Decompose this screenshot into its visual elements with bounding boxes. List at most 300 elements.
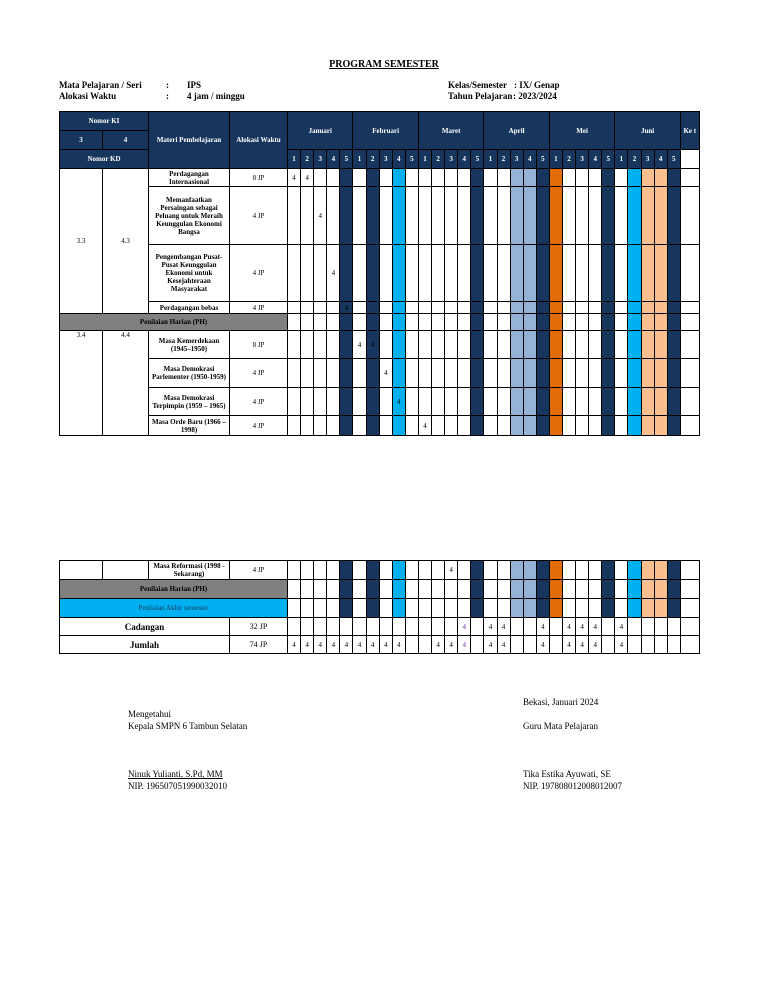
jp-cell: 4 JP [230, 388, 288, 416]
week-cell [432, 618, 445, 636]
week-cell [392, 245, 405, 302]
week-cell [340, 561, 353, 580]
week-cell [314, 618, 327, 636]
week-cell: 4 [366, 331, 379, 359]
week-cell [366, 618, 379, 636]
week-cell [667, 245, 680, 302]
week-cell [497, 187, 510, 245]
week-cell [288, 302, 301, 314]
penilaian-akhir-row [60, 599, 700, 618]
week-cell [340, 331, 353, 359]
week-cell [536, 245, 549, 302]
week-cell [458, 245, 471, 302]
week-cell [536, 359, 549, 388]
week-cell: 4 [484, 618, 497, 636]
week-cell: 4 [353, 636, 366, 654]
week-cell [301, 187, 314, 245]
week-cell [628, 314, 641, 331]
week-cell: 4 [379, 636, 392, 654]
week-cell [562, 599, 575, 618]
week-cell [523, 245, 536, 302]
week-cell [549, 618, 562, 636]
schedule-table-main [59, 111, 700, 436]
week-cell: 4 [432, 636, 445, 654]
week-cell [458, 187, 471, 245]
week-cell [589, 580, 602, 599]
week-cell [602, 302, 615, 314]
week-cell [523, 359, 536, 388]
week-cell [353, 561, 366, 580]
week-cell [667, 331, 680, 359]
week-cell [576, 302, 589, 314]
week-cell [628, 618, 641, 636]
week-cell: 4 [353, 331, 366, 359]
week-cell [615, 359, 628, 388]
week-cell: 4 [615, 618, 628, 636]
week-cell [536, 416, 549, 436]
week-cell [418, 618, 431, 636]
week-cell [497, 169, 510, 187]
week-cell [353, 388, 366, 416]
week-cell: 4 [366, 636, 379, 654]
week-cell [510, 169, 523, 187]
week-cell [366, 245, 379, 302]
alokasi-label: Alokasi Waktu [59, 91, 117, 101]
materi-cell: Masa Kemerdekaan (1945–1950) [149, 331, 230, 359]
week-cell [510, 314, 523, 331]
ki-4-header: 4 [103, 131, 149, 150]
penilaian-akhir-label: Penilaian Akhir semester [60, 599, 288, 618]
week-cell [641, 245, 654, 302]
week-cell [589, 169, 602, 187]
kd-4: 4.4 [103, 331, 149, 436]
week-cell [641, 599, 654, 618]
week-number: 3 [576, 150, 589, 169]
week-cell [314, 314, 327, 331]
week-cell [667, 618, 680, 636]
week-cell: 4 [379, 359, 392, 388]
week-number: 3 [445, 150, 458, 169]
week-cell [405, 331, 418, 359]
week-cell [418, 245, 431, 302]
tahun-label: Tahun Pelajaran [448, 91, 513, 101]
week-cell [641, 187, 654, 245]
week-cell [628, 169, 641, 187]
week-cell [484, 314, 497, 331]
week-cell [615, 245, 628, 302]
week-cell [615, 302, 628, 314]
jp-cell: 4 JP [230, 561, 288, 580]
week-cell [314, 245, 327, 302]
table-row [60, 187, 700, 245]
week-cell [432, 302, 445, 314]
mengetahui-label: Mengetahui [128, 709, 171, 719]
week-cell: 4 [314, 636, 327, 654]
week-cell [353, 599, 366, 618]
week-cell [510, 388, 523, 416]
week-cell [340, 359, 353, 388]
ket-cell [680, 636, 699, 654]
week-cell [418, 359, 431, 388]
ket-cell [680, 416, 699, 436]
week-cell [602, 599, 615, 618]
week-cell [432, 561, 445, 580]
week-number: 5 [667, 150, 680, 169]
week-cell [288, 331, 301, 359]
week-cell [667, 636, 680, 654]
week-cell [654, 618, 667, 636]
week-cell [536, 187, 549, 245]
week-cell [654, 169, 667, 187]
week-cell [654, 359, 667, 388]
week-cell [667, 359, 680, 388]
week-cell [549, 245, 562, 302]
jumlah-row [60, 636, 700, 654]
nomor-ki-header: Nomor KI [60, 112, 149, 131]
alokasi-value: 4 jam / minggu [187, 91, 245, 101]
week-cell [615, 388, 628, 416]
week-cell: 4 [536, 636, 549, 654]
week-cell [353, 416, 366, 436]
week-cell [654, 388, 667, 416]
week-cell: 4 [445, 636, 458, 654]
week-cell [432, 314, 445, 331]
kepala-sekolah-nip: NIP. 196507051990032010 [128, 781, 228, 791]
week-cell [615, 169, 628, 187]
week-cell [497, 314, 510, 331]
week-cell [301, 331, 314, 359]
penilaian-harian-label: Penilaian Harian (PH) [60, 314, 288, 331]
month-header: Maret [418, 112, 483, 150]
week-cell [314, 580, 327, 599]
week-cell [523, 302, 536, 314]
week-cell [549, 388, 562, 416]
week-number: 5 [602, 150, 615, 169]
penilaian-harian-label: Penilaian Harian (PH) [60, 580, 288, 599]
week-cell [379, 169, 392, 187]
week-cell [392, 314, 405, 331]
kd-4 [103, 561, 149, 580]
cadangan-label: Cadangan [60, 618, 230, 636]
week-cell [471, 302, 484, 314]
week-cell [288, 580, 301, 599]
tahun-value: : 2023/2024 [513, 91, 557, 101]
week-cell: 4 [589, 636, 602, 654]
week-cell [405, 636, 418, 654]
week-cell: 4 [458, 636, 471, 654]
week-cell [418, 580, 431, 599]
week-cell [301, 314, 314, 331]
week-cell [288, 314, 301, 331]
week-cell [497, 561, 510, 580]
materi-cell: Masa Demokrasi Parlementer (1950-1959) [149, 359, 230, 388]
week-cell [589, 561, 602, 580]
week-cell [314, 359, 327, 388]
week-cell [340, 599, 353, 618]
week-cell [523, 169, 536, 187]
week-cell [353, 314, 366, 331]
week-cell [418, 187, 431, 245]
week-cell [628, 187, 641, 245]
month-header: Januari [288, 112, 353, 150]
week-cell [418, 302, 431, 314]
week-number: 4 [458, 150, 471, 169]
ket-cell [680, 245, 699, 302]
week-cell [562, 302, 575, 314]
jumlah-jp: 74 JP [230, 636, 288, 654]
week-cell: 4 [301, 636, 314, 654]
week-cell [549, 169, 562, 187]
kd-3 [60, 561, 103, 580]
week-number: 2 [562, 150, 575, 169]
week-cell [327, 599, 340, 618]
week-cell [536, 599, 549, 618]
week-number: 4 [654, 150, 667, 169]
week-number: 1 [615, 150, 628, 169]
week-cell [340, 580, 353, 599]
week-cell [301, 245, 314, 302]
week-cell [445, 359, 458, 388]
cadangan-row [60, 618, 700, 636]
week-cell [327, 169, 340, 187]
week-cell [523, 618, 536, 636]
jp-cell: 8 JP [230, 169, 288, 187]
week-cell [510, 359, 523, 388]
week-cell [510, 187, 523, 245]
ket-cell [680, 150, 699, 169]
week-cell: 4 [562, 636, 575, 654]
ket-cell [680, 618, 699, 636]
week-cell [301, 618, 314, 636]
week-cell [327, 331, 340, 359]
week-cell [418, 561, 431, 580]
week-cell [392, 599, 405, 618]
week-cell [379, 187, 392, 245]
week-cell [667, 561, 680, 580]
week-cell [484, 169, 497, 187]
kd-3: 3.3 [60, 169, 103, 314]
week-cell [589, 416, 602, 436]
week-cell [523, 580, 536, 599]
week-cell [445, 416, 458, 436]
week-cell [589, 302, 602, 314]
week-cell [288, 245, 301, 302]
jp-cell: 4 JP [230, 302, 288, 314]
week-cell [327, 359, 340, 388]
week-cell [327, 314, 340, 331]
week-cell [654, 416, 667, 436]
week-cell [484, 187, 497, 245]
week-cell [484, 359, 497, 388]
week-cell [314, 169, 327, 187]
week-cell [327, 302, 340, 314]
ket-cell [680, 580, 699, 599]
alokasi-header: Alokasi Waktu [230, 112, 288, 169]
week-cell [549, 599, 562, 618]
week-cell [418, 331, 431, 359]
week-cell [458, 359, 471, 388]
ket-cell [680, 314, 699, 331]
week-cell: 4 [589, 618, 602, 636]
week-number: 4 [589, 150, 602, 169]
jp-cell: 4 JP [230, 187, 288, 245]
week-cell [628, 416, 641, 436]
week-cell [667, 416, 680, 436]
week-number: 3 [314, 150, 327, 169]
cadangan-jp: 32 JP [230, 618, 288, 636]
week-cell [523, 561, 536, 580]
week-cell [576, 331, 589, 359]
week-cell: 4 [458, 618, 471, 636]
week-cell [549, 580, 562, 599]
week-number: 2 [432, 150, 445, 169]
materi-cell: Pengembangan Pusat-Pusat Keunggulan Ekonomi untuk Kesejahteraan Masyarakat [149, 245, 230, 302]
week-cell [484, 561, 497, 580]
table-row [60, 416, 700, 436]
mapel-label: Mata Pelajaran / Seri [59, 80, 142, 90]
week-cell [405, 580, 418, 599]
week-cell [366, 169, 379, 187]
week-cell: 4 [327, 636, 340, 654]
week-number: 1 [353, 150, 366, 169]
week-cell [288, 599, 301, 618]
week-cell [576, 359, 589, 388]
week-cell [641, 169, 654, 187]
week-cell [536, 314, 549, 331]
week-cell [458, 331, 471, 359]
week-cell [628, 636, 641, 654]
week-cell [641, 302, 654, 314]
week-cell [484, 302, 497, 314]
week-cell [432, 599, 445, 618]
week-cell [641, 314, 654, 331]
table-row [60, 359, 700, 388]
week-number: 1 [549, 150, 562, 169]
week-number: 4 [523, 150, 536, 169]
week-cell [602, 169, 615, 187]
week-cell [641, 359, 654, 388]
kepala-sekolah-name: Ninuk Yulianti, S.Pd, MM [128, 769, 223, 779]
week-cell [445, 314, 458, 331]
week-cell [314, 302, 327, 314]
week-cell: 4 [288, 636, 301, 654]
week-cell [405, 359, 418, 388]
week-cell [366, 416, 379, 436]
week-cell [667, 314, 680, 331]
kelas-value: : IX/ Genap [514, 80, 560, 90]
week-cell [510, 416, 523, 436]
week-cell [445, 580, 458, 599]
week-cell [654, 314, 667, 331]
week-cell [301, 302, 314, 314]
week-cell [471, 187, 484, 245]
week-cell [484, 331, 497, 359]
week-cell [549, 416, 562, 436]
week-cell [301, 416, 314, 436]
week-cell [432, 187, 445, 245]
week-number: 5 [340, 150, 353, 169]
week-cell [458, 302, 471, 314]
week-cell [576, 599, 589, 618]
week-cell [562, 314, 575, 331]
week-cell [576, 314, 589, 331]
table-row [60, 169, 700, 187]
week-cell: 4 [314, 187, 327, 245]
week-cell [562, 416, 575, 436]
week-cell [615, 187, 628, 245]
week-cell [379, 580, 392, 599]
week-cell [327, 561, 340, 580]
week-cell [445, 245, 458, 302]
week-cell [641, 561, 654, 580]
week-cell [353, 187, 366, 245]
week-cell [628, 580, 641, 599]
week-cell [392, 302, 405, 314]
week-cell [458, 580, 471, 599]
week-number: 4 [327, 150, 340, 169]
week-cell [405, 599, 418, 618]
week-cell [641, 618, 654, 636]
week-cell [562, 388, 575, 416]
week-cell [353, 580, 366, 599]
week-cell [510, 331, 523, 359]
week-cell [523, 331, 536, 359]
week-cell: 4 [340, 636, 353, 654]
place-date: Bekasi, Januari 2024 [523, 697, 599, 707]
week-cell [471, 331, 484, 359]
week-cell [602, 245, 615, 302]
week-cell [484, 580, 497, 599]
week-cell [405, 618, 418, 636]
week-cell [510, 599, 523, 618]
week-cell [549, 359, 562, 388]
week-cell: 4 [445, 561, 458, 580]
week-cell [641, 331, 654, 359]
ket-cell [680, 187, 699, 245]
week-cell [314, 561, 327, 580]
week-cell [392, 416, 405, 436]
week-cell [379, 302, 392, 314]
week-cell [432, 359, 445, 388]
week-cell: 4 [576, 636, 589, 654]
week-cell [497, 359, 510, 388]
week-cell [366, 561, 379, 580]
week-cell [445, 169, 458, 187]
colon-2: : [166, 91, 169, 101]
week-cell [379, 618, 392, 636]
week-cell [523, 599, 536, 618]
week-cell [497, 331, 510, 359]
week-cell [562, 561, 575, 580]
week-cell [340, 245, 353, 302]
week-cell [327, 618, 340, 636]
week-cell [445, 599, 458, 618]
week-cell [615, 416, 628, 436]
week-cell [471, 618, 484, 636]
week-cell [510, 618, 523, 636]
week-cell [458, 388, 471, 416]
week-cell [602, 187, 615, 245]
week-cell [288, 618, 301, 636]
week-cell [353, 618, 366, 636]
week-cell [432, 388, 445, 416]
week-cell [497, 245, 510, 302]
week-cell [497, 599, 510, 618]
week-cell [654, 636, 667, 654]
week-cell [314, 416, 327, 436]
page-title: PROGRAM SEMESTER [329, 59, 439, 70]
week-cell [458, 599, 471, 618]
